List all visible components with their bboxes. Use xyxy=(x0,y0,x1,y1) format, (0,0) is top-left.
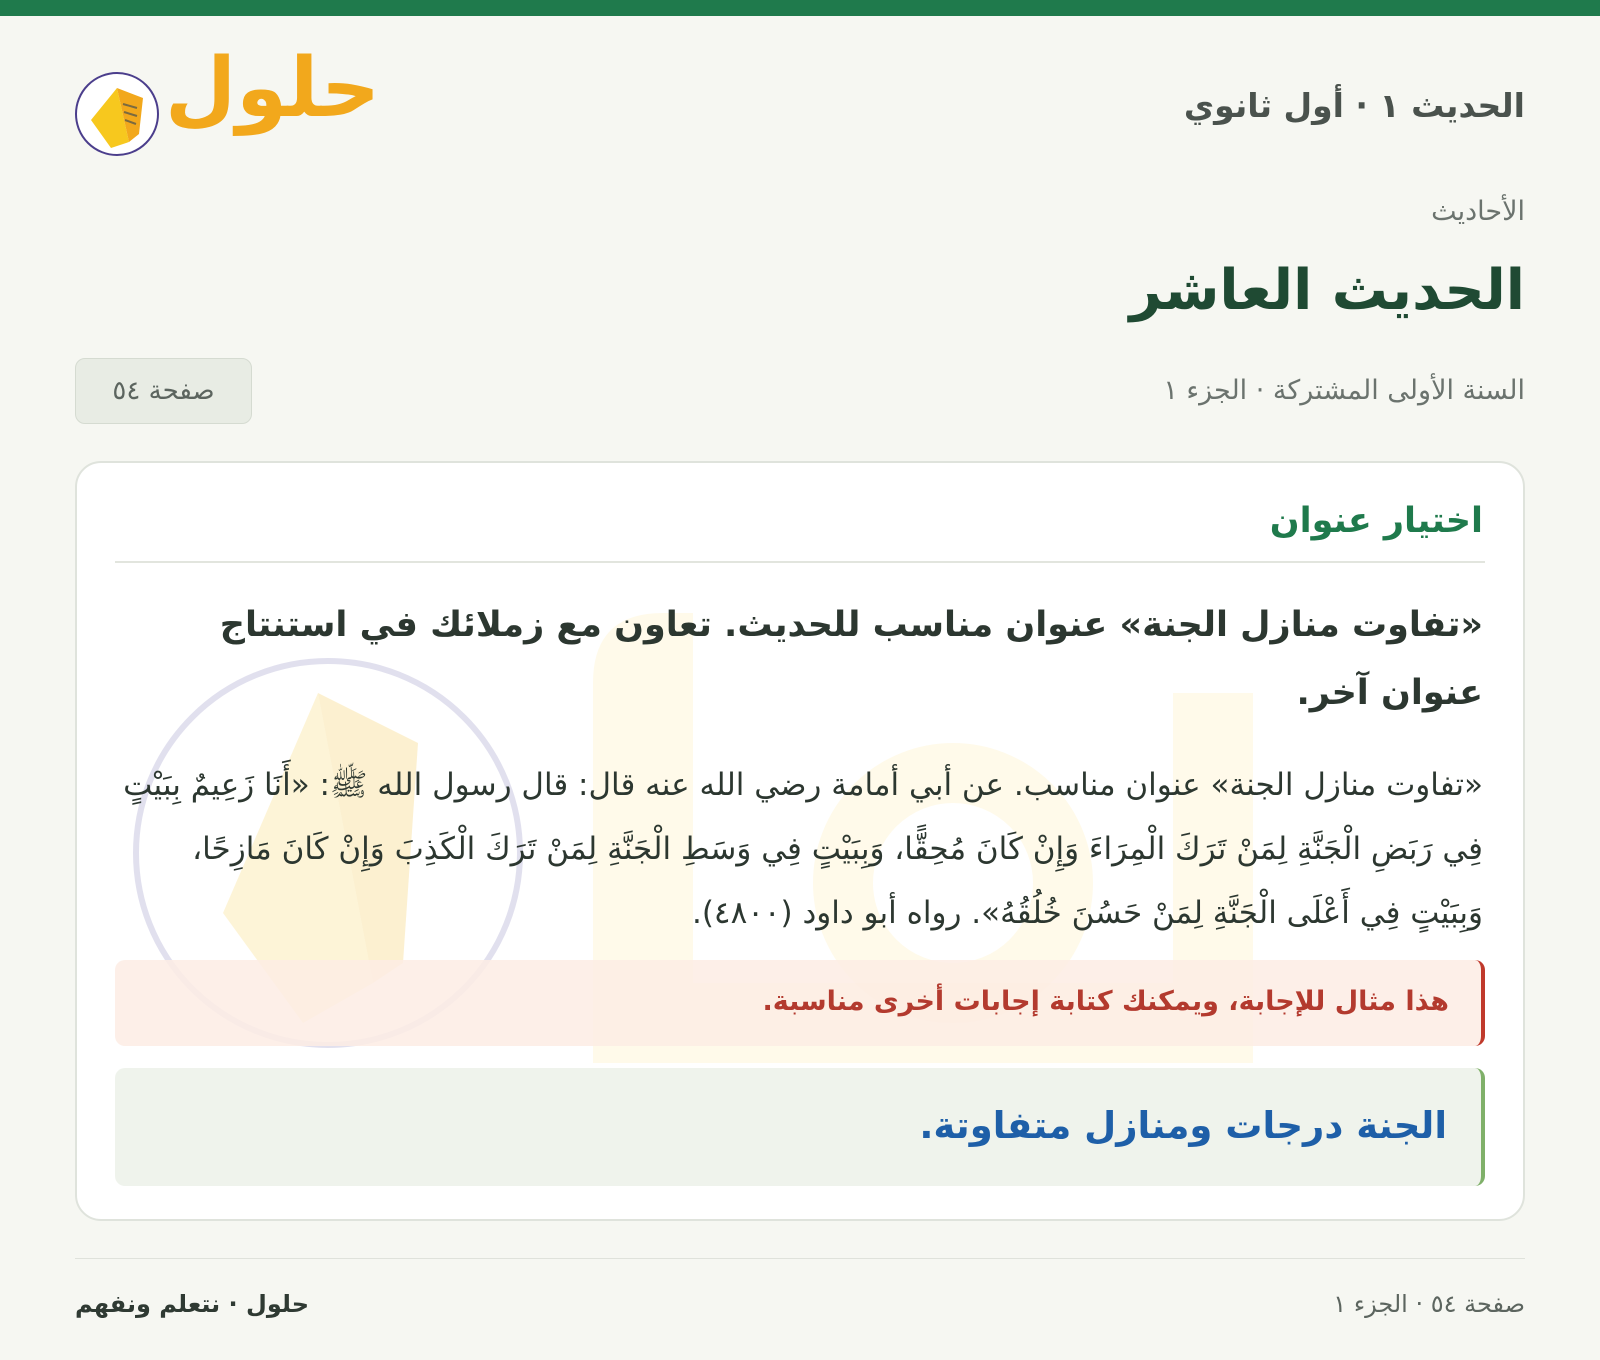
breadcrumb[interactable]: الأحاديث xyxy=(1431,196,1525,227)
card-divider xyxy=(115,561,1485,563)
page-title: الحديث العاشر xyxy=(1129,258,1525,323)
question-text: «تفاوت منازل الجنة» عنوان مناسب للحديث. تعاون مع زملائك في استنتاج عنوان آخر. xyxy=(219,605,1483,713)
site-logo[interactable] xyxy=(75,41,381,156)
header-title: الحديث ١ · أول ثانوي xyxy=(1183,86,1525,125)
footer-page-info: صفحة ٥٤ · الجزء ١ xyxy=(1333,1290,1525,1318)
top-accent-bar xyxy=(0,0,1600,16)
content-card xyxy=(75,461,1525,1221)
page-header xyxy=(75,41,1525,156)
footer-divider xyxy=(75,1258,1525,1259)
footer-brand: حلول · نتعلم ونفهم xyxy=(75,1290,309,1318)
answer-box xyxy=(115,1068,1485,1186)
hadith-text: «تفاوت منازل الجنة» عنوان مناسب. عن أبي أمامة رضي الله عنه قال: قال رسول الله ﷺ: «أَنَا زَعِيمٌ بِبَيْتٍ فِي رَبَضِ الْجَنَّةِ لِمَنْ تَرَكَ الْمِرَاءَ وَإِنْ كَانَ مُحِقًّا، وَبِبَيْتٍ فِي وَسَطِ الْجَنَّةِ لِمَنْ تَرَكَ الْكَذِبَ وَإِنْ كَانَ مَازِحًا، وَبِبَيْتٍ فِي أَعْلَى الْجَنَّةِ لِمَنْ حَسُنَ خُلُقُهُ». رواه أبو داود (٤٨٠٠). xyxy=(123,767,1483,931)
logo-wordmark: حلول xyxy=(165,41,381,136)
answer-text: الجنة درجات ومنازل متفاوتة. xyxy=(919,1104,1447,1147)
example-note xyxy=(115,960,1485,1046)
card-title: اختيار عنوان xyxy=(1269,501,1483,541)
page-number-badge: صفحة ٥٤ xyxy=(75,358,252,424)
book-icon xyxy=(75,72,159,156)
lesson-meta: السنة الأولى المشتركة · الجزء ١ xyxy=(1163,375,1525,406)
example-note-text: هذا مثال للإجابة، ويمكنك كتابة إجابات أخرى مناسبة. xyxy=(762,986,1449,1017)
